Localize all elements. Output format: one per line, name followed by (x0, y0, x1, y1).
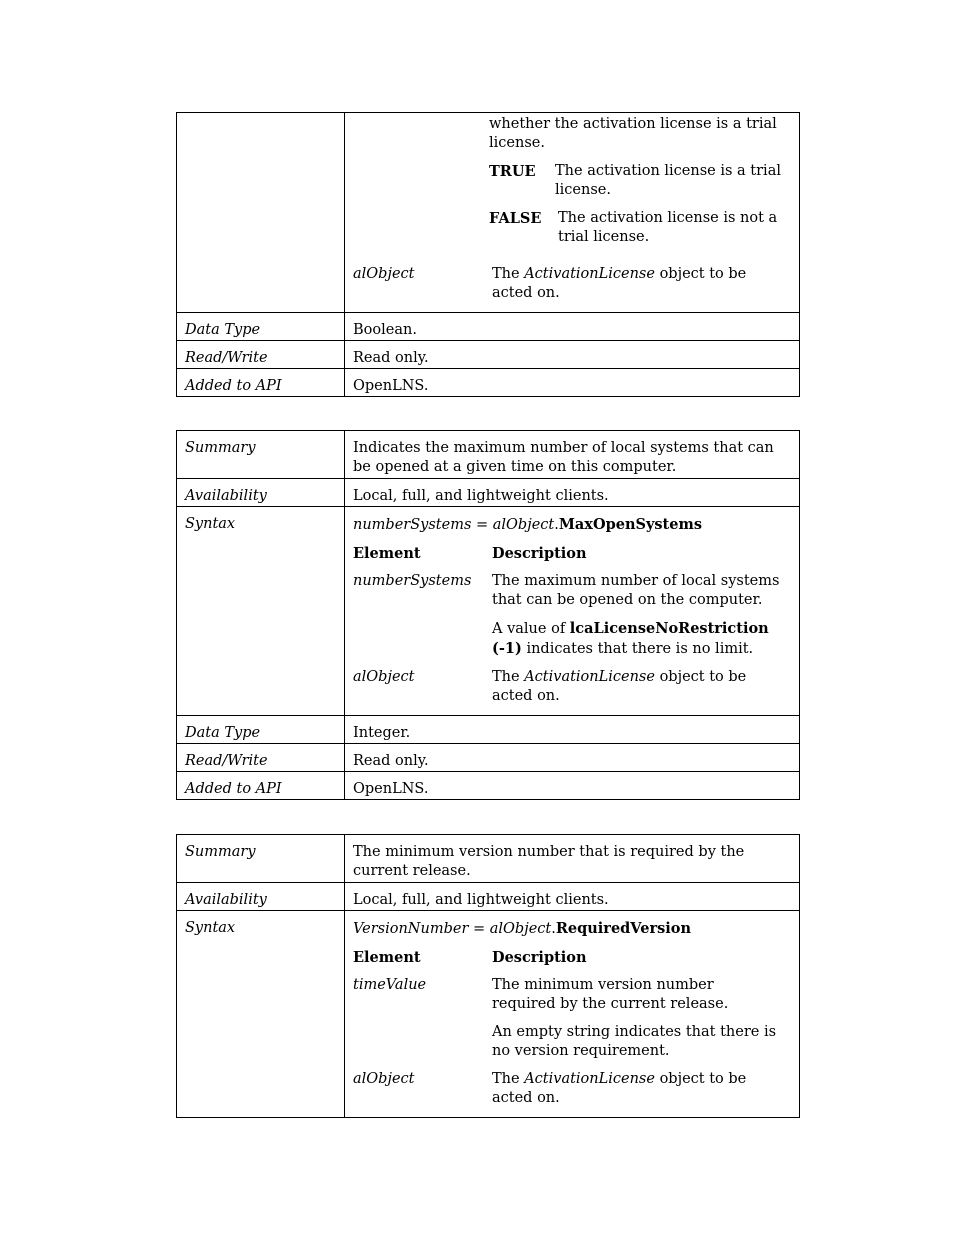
property-table-max-open-systems (176, 430, 800, 800)
row-value: OpenLNS. (345, 772, 800, 800)
summary-label: Summary (177, 431, 345, 479)
property-table-is-trial (176, 112, 800, 397)
element-name: alObject (353, 266, 415, 282)
summary-text: The minimum version number that is required by the current release. (345, 835, 800, 883)
false-definition (489, 209, 781, 247)
row-label: Read/Write (177, 744, 345, 772)
row-value: OpenLNS. (345, 369, 800, 397)
false-desc: The activation license is not a trial license. (558, 210, 778, 245)
row-label: Added to API (177, 772, 345, 800)
element-description: The minimum version number required by the current release. (492, 977, 729, 1012)
row-value: Read only. (345, 341, 800, 369)
availability-text: Local, full, and lightweight clients. (345, 479, 800, 507)
element-name: timeValue (353, 977, 427, 993)
element-table (345, 113, 799, 312)
element-description: The maximum number of local systems that can be opened on the computer. (492, 573, 780, 608)
syntax-cell (345, 911, 800, 1118)
description-header: Description (492, 545, 587, 562)
summary-text: Indicates the maximum number of local systems that can be opened at a given time on this computer. (345, 431, 800, 479)
summary-label: Summary (177, 835, 345, 883)
element-name: alObject (353, 1071, 415, 1087)
row-label: Data Type (177, 313, 345, 341)
empty-label-cell (177, 113, 345, 313)
availability-label: Availability (177, 479, 345, 507)
syntax-line: VersionNumber = alObject.RequiredVersion (353, 920, 691, 937)
syntax-label: Syntax (177, 507, 345, 716)
syntax-line: numberSystems = alObject.MaxOpenSystems (353, 516, 702, 533)
availability-label: Availability (177, 883, 345, 911)
availability-text: Local, full, and lightweight clients. (345, 883, 800, 911)
syntax-label: Syntax (177, 911, 345, 1118)
row-label: Added to API (177, 369, 345, 397)
element-description: The ActivationLicense object to be acted on. (492, 669, 747, 704)
element-header: Element (353, 545, 421, 562)
description-header: Description (492, 949, 587, 966)
trial-intro: whether the activation license is a trial license. (489, 116, 777, 151)
row-value: Boolean. (345, 313, 800, 341)
element-name: numberSystems (353, 573, 472, 589)
true-definition (489, 162, 781, 200)
row-label: Read/Write (177, 341, 345, 369)
element-description: The ActivationLicense object to be acted on. (492, 1071, 747, 1106)
element-table (345, 948, 799, 1117)
true-key: TRUE (489, 163, 536, 180)
row-label: Data Type (177, 716, 345, 744)
element-description: The ActivationLicense object to be acted on. (492, 266, 747, 301)
element-description-note: An empty string indicates that there is no version requirement. (492, 1024, 777, 1059)
element-header: Element (353, 949, 421, 966)
true-desc: The activation license is a trial license. (555, 163, 781, 198)
element-table (345, 544, 799, 715)
row-value: Integer. (345, 716, 800, 744)
syntax-cell (345, 507, 800, 716)
row-value: Read only. (345, 744, 800, 772)
element-description-note: A value of lcaLicenseNoRestriction (-1) indicates that there is no limit. (492, 620, 769, 657)
element-name: alObject (353, 669, 415, 685)
false-key: FALSE (489, 210, 542, 227)
syntax-continuation-cell (345, 113, 800, 313)
property-table-required-version (176, 834, 800, 1118)
